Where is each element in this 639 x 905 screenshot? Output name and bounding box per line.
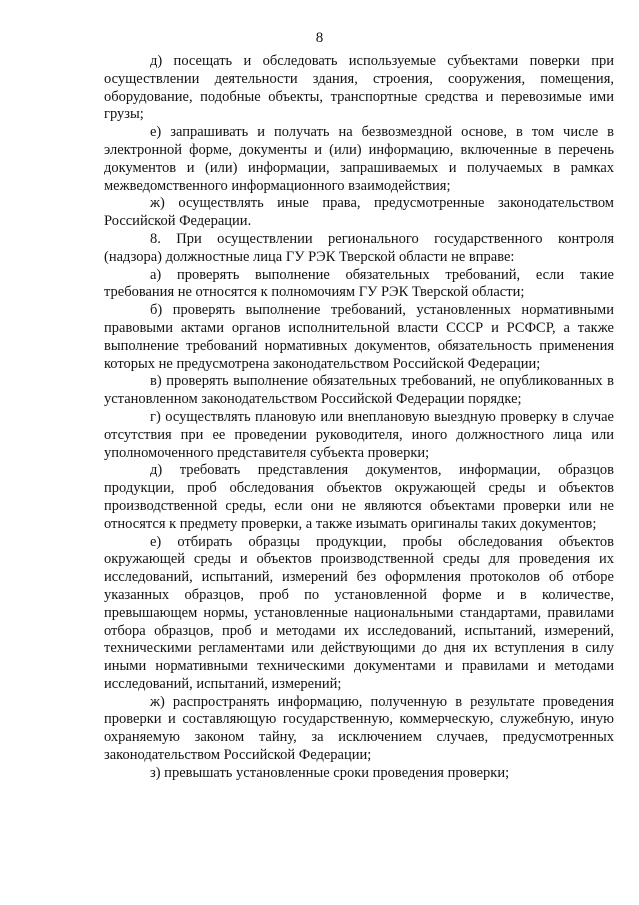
clause-zh-disclose-information: ж) распространять информацию, полученную в результате проведения проверки и составляющую государственную, коммерческую, служебную, иную охраняемую законом тайну, за исключением случаев, предусмотренных законодательством Российской Федерации; xyxy=(104,693,614,764)
clause-d-demand-documents: д) требовать представления документов, информации, образцов продукции, проб обследования объектов окружающей среды и объектов производственной среды, если они не являются объектами проверки или не относятся к предмету проверки, а также изымать оригиналы таких документов; xyxy=(104,462,614,532)
clause-z-exceed-deadlines: з) превышать установленные сроки проведения проверки; xyxy=(150,764,510,781)
document-body xyxy=(104,53,614,783)
clause-e-take-samples: е) отбирать образцы продукции, пробы обследования объектов окружающей среды и объектов производственной среды для проведения их исследований, испытаний, измерений без оформления протоколов об отборе указанных образцов, проб по установленной форме и в количестве, превышающем нормы, установленные национальными стандартами, правилами отбора образцов, проб и методами их исследований, испытаний, измерений, техническими регламентами или действующими до дня их вступления в силу иными нормативными техническими документами и правилами и методами исследований, испытаний, измерений; xyxy=(104,533,614,692)
clause-d-inspect-premises: д) посещать и обследовать используемые субъектами поверки при осуществлении деятельности здания, строения, сооружения, помещения, оборудование, подобные объекты, транспортные средства и перевозимые ими грузы; xyxy=(104,53,614,123)
clause-g-onsite-inspection: г) осуществлять плановую или внеплановую выездную проверку в случае отсутствия при ее проведении руководителя, иного должностного лица или уполномоченного представителя субъекта проверки; xyxy=(104,408,614,461)
clause-a-check-requirements: а) проверять выполнение обязательных требований, если такие требования не относятся к полномочиям ГУ РЭК Тверской области; xyxy=(104,266,614,301)
section-8-heading: 8. При осуществлении регионального государственного контроля (надзора) должностные лица ГУ РЭК Тверской области не вправе: xyxy=(104,230,614,265)
clause-b-check-ussr-acts: б) проверять выполнение требований, установленных нормативными правовыми актами органов исполнительной власти СССР и РСФСР, а также выполнение требований нормативных документов, обязательность применения которых не предусмотрена законодательством Российской Федерации; xyxy=(104,302,614,372)
clause-e-request-documents: е) запрашивать и получать на безвозмездной основе, в том числе в электронной форме, документы и (или) информацию, включенные в перечень документов и (или) информации, запрашиваемых и получаемых в рамках межведомственного информационного взаимодействия; xyxy=(104,124,614,194)
clause-v-unpublished-requirements: в) проверять выполнение обязательных требований, не опубликованных в установленном законодательством Российской Федерации порядке; xyxy=(104,373,614,408)
clause-zh-other-rights: ж) осуществлять иные права, предусмотренные законодательством Российской Федерации. xyxy=(104,195,614,230)
page-number: 8 xyxy=(315,30,324,46)
